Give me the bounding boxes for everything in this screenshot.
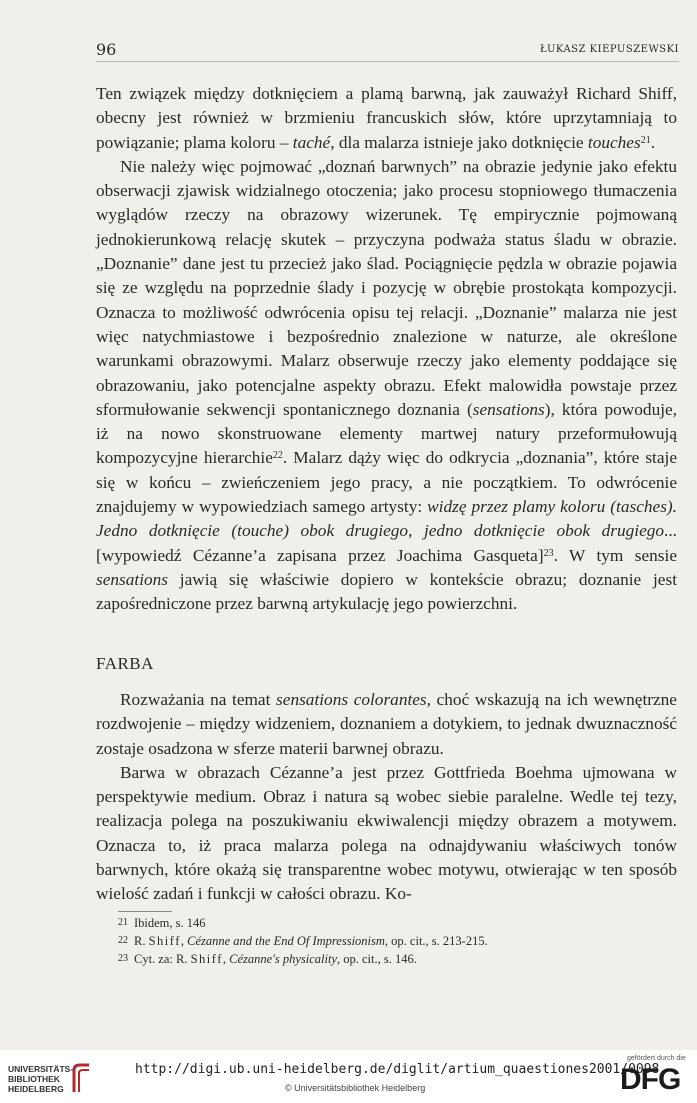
footnote-text: , op. cit., s. 146. <box>337 952 417 966</box>
section-text <box>96 688 677 907</box>
main-text <box>96 82 677 617</box>
text-run: . W tym sensie <box>553 545 677 565</box>
paragraph-1 <box>96 82 677 155</box>
text-run: , choć wskazują na ich wewnętrzne rozdwojenie – między widzeniem, doznaniem a dotykiem, to jednak dwuznaczność zostaje osadzona w sferze materii barwnej obrazu. <box>96 690 677 758</box>
footnote-ref[interactable]: 21 <box>640 134 651 146</box>
footnote-23: 23 Cyt. za: R. Shiff, Cézanne's physicality, op. cit., s. 146. <box>118 952 417 966</box>
header-rule <box>96 61 679 62</box>
footnote-title: Cézanne's physicality <box>229 952 337 966</box>
copyright-notice: © Universitätsbibliothek Heidelberg <box>285 1083 426 1093</box>
text-run: Nie należy więc pojmować „doznań barwnych” na obrazie jedynie jako efektu obserwacji zjawisk widzialnego otoczenia; jako procesu stopniowego tłumaczenia wyglądów rzeczy na obrazowy wizerunek. Tę empirycznie pojmowaną jednokierunkową relację skutek – przyczyna podważa status śladu w obrazie. „Doznanie” dane jest tu przecież jako ślad. Pociągnięcie pędzla w obrazie pojawia się ze względu na poprzednie ślady i pozycję w obrębie prostokąta kompozycji. Oznacza to możliwość odwrócenia opisu tej relacji. „Doznanie” malarza nie jest więc natychmiastowe i bezpośrednio znalezione w naturze, ale określone warunkami obrazowymi. Malarz obserwuje rzeczy jako elementy poddające się obrazowaniu, jako potencjalne aspekty obrazu. Efekt malowidła powstaje przez sformułowanie sekwencji spontanicznego doznania ( <box>96 156 677 419</box>
paragraph-4: Barwa w obrazach Cézanne’a jest przez Gottfrieda Boehma ujmowana w perspektywie medium. Obraz i natura są wobec siebie paralelne. Wedle tej tezy, realizacja polega na poszukiwaniu ekwiwalencji między obrazem a motywem. Oznacza to, iż praca malarza polega na odnajdywaniu właściwych tonów barwnych, które okażą się transparentne wobec motywu, otwierając w ten sposób wielość zadań i funkcji w całości obrazu. Ko- <box>96 762 677 904</box>
text-run: Rozważania na temat <box>120 690 277 709</box>
library-name-line: HEIDELBERG <box>8 1084 64 1094</box>
library-logo-text[interactable] <box>8 1064 73 1094</box>
italic-term: sensations colorantes <box>276 690 427 709</box>
paragraph-3 <box>96 688 677 761</box>
library-logo-icon <box>70 1062 92 1094</box>
running-header-author: ŁUKASZ KIEPUSZEWSKI <box>539 44 679 55</box>
library-name-line: UNIVERSITÄTS- <box>8 1064 74 1074</box>
italic-quote: widzę przez plamy koloru (tasches). Jedno dotknięcie (touche) obok drugiego, jedno dotknięcie obok drugiego <box>96 497 677 541</box>
digitization-footer <box>0 1050 697 1103</box>
footnote-author: Shiff <box>148 934 181 948</box>
text-run: jawią się właściwie dopiero w kontekście obrazu; doznanie jest zapośredniczone przez barwną artykulację jego powierzchni. <box>96 569 677 614</box>
library-name-line: BIBLIOTHEK <box>8 1074 60 1084</box>
footnote-21 <box>118 914 678 932</box>
funding-note: gefördert durch die <box>627 1055 686 1062</box>
text-run: ... [wypowiedź Cézanne’a zapisana przez Joachima Gasqueta] <box>96 521 677 565</box>
paragraph-2 <box>96 155 677 617</box>
text-run: . Malarz dąży więc do odkrycia „doznania”, które staje się w końcu – zwieńczeniem jego pracy, a nie początkiem. To odwrócenie znajdujemy w wypowiedziach samego artysty: <box>96 448 677 517</box>
footnote-title: Cézanne and the End Of Impressionism <box>187 934 385 948</box>
footnote-separator <box>118 911 172 912</box>
italic-term: sensations <box>472 399 545 419</box>
text-run: ), która powoduje, iż na nowo skonstruowane elementy martwej natury przeformułowują kompozycyjne hierarchie <box>96 399 678 468</box>
footnote-number: 21 <box>118 917 128 928</box>
footnote-author: Shiff <box>190 952 223 966</box>
footnote-text: , op. cit., s. 213-215. <box>384 934 488 948</box>
footnote-text: Ibidem, s. 146 <box>134 916 206 930</box>
footnote-ref[interactable]: 23 <box>543 547 554 559</box>
footnotes <box>118 914 678 968</box>
italic-term: sensations <box>96 569 169 589</box>
footnote-22: 22 R. Shiff, Cézanne and the End Of Impressionism, op. cit., s. 213-215. <box>118 934 488 948</box>
text-run: , dla malarza istnieje jako dotknięcie <box>330 132 588 152</box>
dfg-logo[interactable]: DFG <box>620 1063 681 1096</box>
italic-term: touches <box>587 132 641 152</box>
permalink-url[interactable]: http://digi.ub.uni-heidelberg.de/diglit/artium_quaestiones2001/0098 <box>135 1062 660 1077</box>
footnote-number: 23 <box>118 953 128 964</box>
footnote-ref[interactable]: 22 <box>272 450 283 462</box>
page-number: 96 <box>96 40 117 59</box>
section-heading: FARBA <box>96 654 154 673</box>
footnote-number: 22 <box>118 935 128 946</box>
text-run: Ten związek między dotknięciem a plamą barwną, jak zauważył Richard Shiff, obecny jest również w brzmieniu francuskich słów, które uprzytamniają to powiązanie; plama koloru – <box>96 84 677 152</box>
footnote-text: Cyt. za: R. <box>134 952 191 966</box>
italic-term: taché <box>292 132 331 152</box>
text-run: . <box>650 132 656 152</box>
footnote-text: R. <box>134 934 149 948</box>
